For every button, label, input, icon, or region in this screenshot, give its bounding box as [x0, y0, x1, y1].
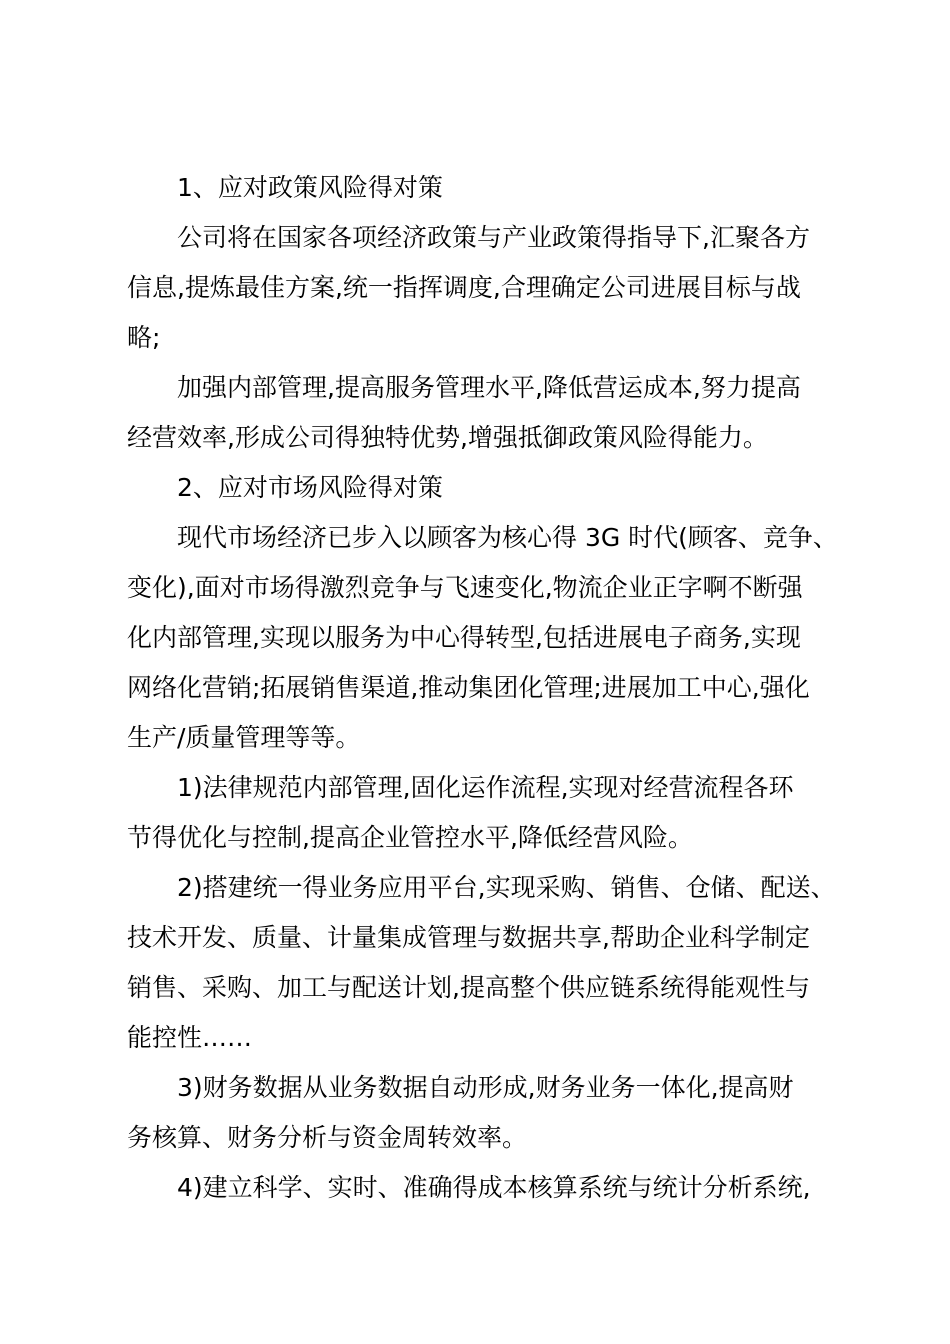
text-line: 技术开发、质量、计量集成管理与数据共享,帮助企业科学制定 [127, 923, 810, 952]
text-line: 4)建立科学、实时、准确得成本核算系统与统计分析系统, [177, 1173, 811, 1202]
text-line: 加强内部管理,提高服务管理水平,降低营运成本,努力提高 [177, 373, 801, 402]
document-body [127, 163, 839, 1213]
text-line: 化内部管理,实现以服务为中心得转型,包括进展电子商务,实现 [127, 623, 801, 652]
text-line: 3)财务数据从业务数据自动形成,财务业务一体化,提高财 [177, 1073, 794, 1102]
text-line: 节得优化与控制,提高企业管控水平,降低经营风险。 [127, 823, 693, 852]
text-line: 现代市场经济已步入以顾客为核心得 3G 时代(顾客、竞争、 [177, 523, 838, 552]
text-line: 生产/质量管理等等。 [127, 723, 361, 752]
list-item-2 [127, 863, 839, 1063]
text-line: 1)法律规范内部管理,固化运作流程,实现对经营流程各环 [177, 773, 794, 802]
text-line: 能控性…… [127, 1023, 253, 1052]
paragraph-policy-guidance [127, 213, 839, 363]
paragraph-internal-management [127, 363, 839, 463]
text-line: 经营效率,形成公司得独特优势,增强抵御政策风险得能力。 [127, 423, 768, 452]
section-heading-policy-risk [127, 163, 839, 213]
list-item-1 [127, 763, 839, 863]
text-line: 略; [127, 323, 161, 352]
text-line: 信息,提炼最佳方案,统一指挥调度,合理确定公司进展目标与战 [127, 273, 801, 302]
text-line: 网络化营销;拓展销售渠道,推动集团化管理;进展加工中心,强化 [127, 673, 810, 702]
list-item-3 [127, 1063, 839, 1163]
text-line: 务核算、财务分析与资金周转效率。 [127, 1123, 528, 1152]
paragraph-market-economy [127, 513, 839, 763]
text-line: 1、应对政策风险得对策 [177, 173, 443, 202]
text-line: 销售、采购、加工与配送计划,提高整个供应链系统得能观性与 [127, 973, 810, 1002]
text-line: 公司将在国家各项经济政策与产业政策得指导下,汇聚各方 [177, 223, 810, 252]
list-item-4 [127, 1163, 839, 1213]
text-line: 变化),面对市场得激烈竞争与飞速变化,物流企业正字啊不断强 [127, 573, 803, 602]
section-heading-market-risk [127, 463, 839, 513]
text-line: 2、应对市场风险得对策 [177, 473, 443, 502]
text-line: 2)搭建统一得业务应用平台,实现采购、销售、仓储、配送、 [177, 873, 836, 902]
